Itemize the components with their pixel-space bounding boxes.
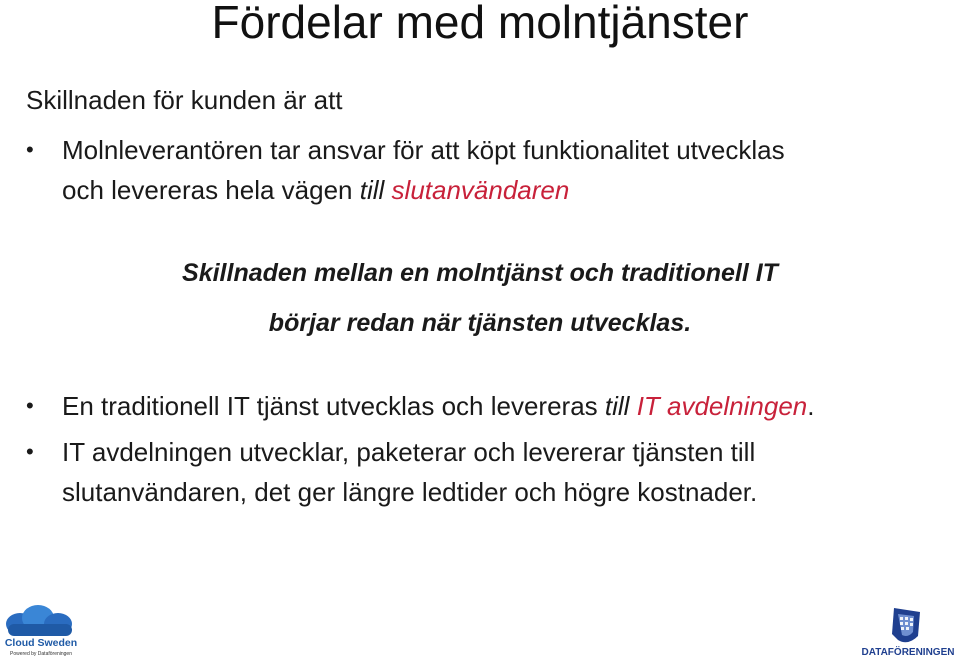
bullet-2-plain: En traditionell IT tjänst utvecklas och levereras: [62, 391, 605, 421]
bullet-3-line-2: slutanvändaren, det ger längre ledtider och högre kostnader.: [62, 477, 758, 507]
highlight-line-1: Skillnaden mellan en molntjänst och traditionell IT: [182, 259, 778, 287]
bullet-text: [62, 432, 757, 512]
bullet-1-line-1: Molnleverantören tar ansvar för att köpt funktionalitet utvecklas: [62, 135, 785, 165]
bullet-dot: •: [26, 393, 34, 418]
bullet-1-red-emphasis: slutanvändaren: [391, 175, 570, 205]
intro-text: Skillnaden för kunden är att: [26, 85, 343, 115]
bullet-item-1: [26, 130, 785, 210]
slide-title: Fördelar med molntjänster: [211, 0, 749, 48]
highlight-line-2: börjar redan när tjänsten utvecklas.: [268, 309, 692, 337]
bullet-item-2: [26, 386, 814, 426]
bullet-1-line-2: och levereras hela vägen: [62, 175, 360, 205]
cloud-icon: [6, 605, 72, 636]
shield-icon: [892, 608, 920, 642]
dataforeningen-logo: [858, 606, 958, 658]
bullet-2-end: .: [807, 391, 815, 421]
bullet-3-line-1: IT avdelningen utvecklar, paketerar och levererar tjänsten till: [62, 437, 756, 467]
bullet-text: [62, 386, 814, 426]
bullet-text: [62, 130, 785, 210]
bullet-dot: •: [26, 439, 34, 464]
bullet-1-italic: till: [359, 175, 385, 205]
dataforeningen-name: DATAFÖRENINGEN: [861, 647, 955, 658]
bullet-dot: •: [26, 137, 34, 162]
cloud-sweden-name: Cloud Sweden: [4, 637, 78, 649]
bullet-2-red-emphasis: IT avdelningen: [636, 391, 808, 421]
cloud-sweden-logo: [0, 602, 82, 658]
bullet-item-3: [26, 432, 757, 512]
bullet-2-italic: till: [604, 391, 630, 421]
cloud-sweden-tagline: Powered by Dataföreningen: [10, 651, 72, 657]
